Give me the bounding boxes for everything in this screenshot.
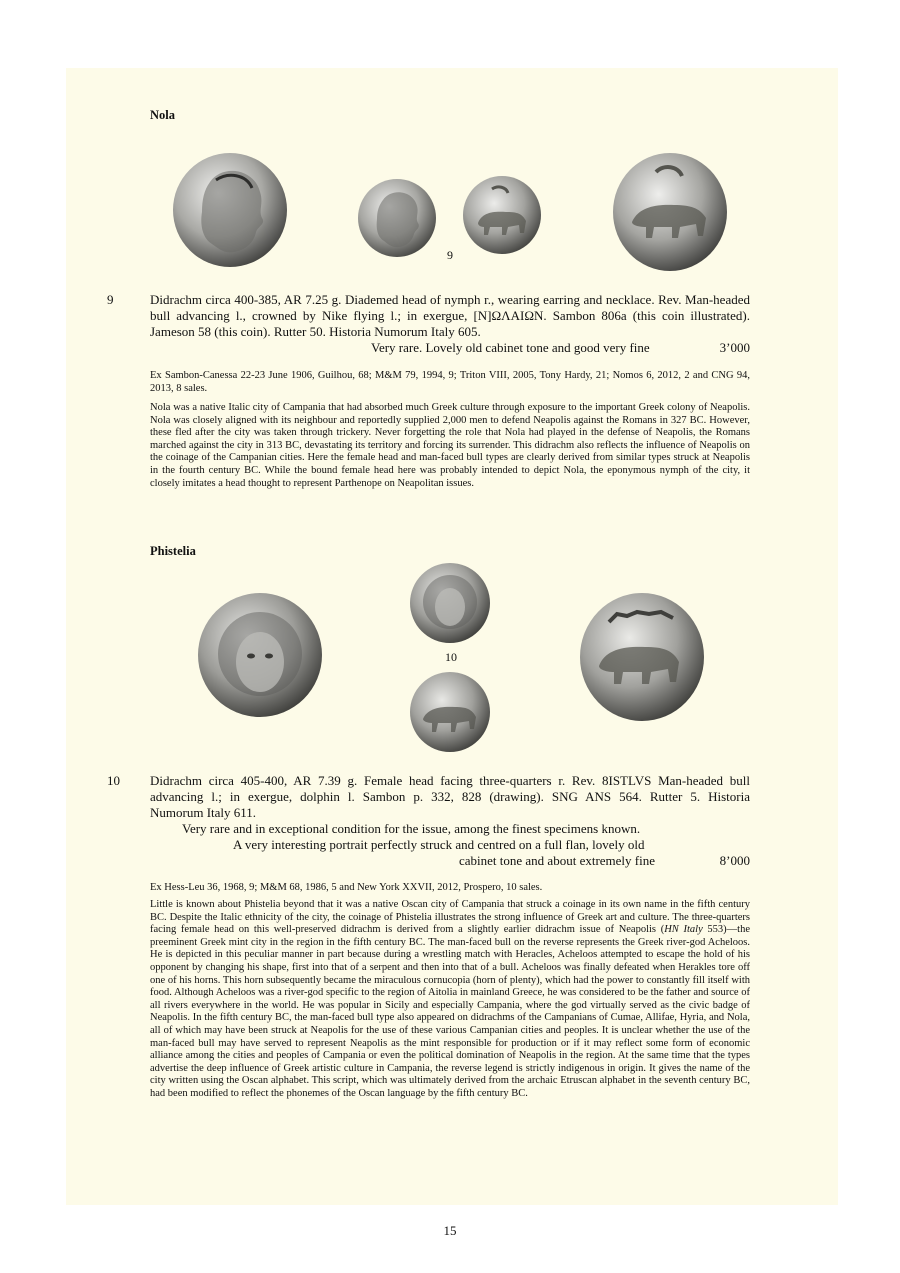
section-title-phistelia: Phistelia <box>150 544 196 558</box>
lot-10-estimate: 8’000 <box>719 853 750 868</box>
lot-10-provenance: Ex Hess-Leu 36, 1968, 9; M&M 68, 1986, 5 and New York XXVII, 2012, Prospero, 10 sales. <box>150 882 543 893</box>
lot-9-estimate: 3’000 <box>719 340 750 355</box>
nola-obverse-image <box>357 178 437 258</box>
page-number: 15 <box>443 1223 457 1238</box>
lot-10-grade-line-2: A very interesting portrait perfectly struck and centred on a full flan, lovely old <box>233 837 645 852</box>
lot-10-description-line-2: advancing l.; in exergue, dolphin l. Sambon p. 332, 828 (drawing). SNG ANS 564. Rutter 5. Historia <box>150 789 750 804</box>
phistelia-image-number: 10 <box>445 650 457 664</box>
phistelia-reverse-image <box>409 671 491 753</box>
lot-9-description: Didrachm circa 400-385, AR 7.25 g. Diademed head of nymph r., wearing earring and necklace. Rev. Man-headed bull advancing l., crowned by Nike flying l.; in exergue, [N]ΩΛΑΙΩΝ. Sambon 806a (this coin illustrated). Jameson 58 (this coin). Rutter 50. Historia Numorum Italy 605. <box>150 292 750 339</box>
lot-9-provenance: Ex Sambon-Canessa 22-23 June 1906, Guilhou, 68; M&M 79, 1994, 9; Triton VIII, 2005, Tony Hardy, 21; Nomos 6, 2012, 2 and CNG 94, 2013, 8 sales. <box>150 370 750 394</box>
phistelia-reverse-enlarged-image <box>579 592 705 722</box>
nola-obverse-enlarged-image <box>172 152 288 268</box>
nola-reverse-enlarged-image <box>612 152 728 272</box>
lot-number-9: 9 <box>107 292 114 307</box>
nola-reverse-image <box>462 175 542 255</box>
lot-10-note-part-1: Little is known about Phistelia beyond that it was a native Oscan city of Campania that struck a coinage in its own name in the fifth century BC. Despite the Italic ethnicity of the city, the coinage of Phistelia illustrates the strong influence of Greek art and culture. The three-quarters facing female head on this well-preserved didrachm is derived from a slightly earlier didrachm issue of Neapolis ( <box>150 899 750 936</box>
lot-10-note-reference: HN Italy <box>664 924 703 936</box>
lot-10-grade-line-1: Very rare and in exceptional condition for the issue, among the finest specimens known. <box>182 821 641 836</box>
phistelia-obverse-enlarged-image <box>197 592 323 718</box>
section-title-nola: Nola <box>150 108 175 122</box>
lot-9-grade: Very rare. Lovely old cabinet tone and good very fine <box>371 340 650 355</box>
lot-10-description-line-1: Didrachm circa 405-400, AR 7.39 g. Female head facing three-quarters r. Rev. 8ISTLVS Man-headed bull <box>150 773 750 788</box>
lot-10-description-line-3: Numorum Italy 611. <box>150 805 257 820</box>
lot-10-grade-line-3: cabinet tone and about extremely fine <box>459 853 656 868</box>
lot-10-note-part-2: 553)—the preeminent Greek mint city in the region in the fifth century BC. The man-faced bull on the reverse represents the Greek river-god Acheloos. He is depicted in this peculiar manner in part because during a wrestling match with Heracles, Acheloos attempted to escape the hold of his opponent by changing his shape, first into that of a serpent and then into that of a bull. Acheloos was finally defeated when Herakles tore off one of his horns. This horn subsequently became the miraculous cornucopia (horn of plenty), which had the power to constantly fill itself with food. Although Acheloos was a river-god specific to the region of Aitolia in mainland Greece, he was considered to be the father and source of all rivers everywhere in the world. He was popular in Sicily and especially Campania, where the god virtually served as the civic badge of Neapolis. In the fifth century BC, the man-faced bull type also appeared on didrachms of the Campanians of Cumae, Allifae, Hyria, and Nola, all of which may have been struck at Neapolis for the use of these various Campanian cities and peoples. It is unclear whether the use of the man-faced bull may have served to represent Neapolis as the mint responsible for production or if it may reflect some form of economic alliance among the cities and peoples of Campania or even the political domination of Neapolis in the region. At the same time that the types advertise the deep influence of Greek artistic culture in Campania, the reverse legend is strictly indigenous in origin. It gives the name of the city written using the Oscan alphabet. This script, which was ultimately derived from the archaic Etruscan alphabet in the seventh century BC, had been modified to reflect the phonemes of the Oscan language by the fifth century BC. <box>150 924 751 1099</box>
phistelia-obverse-image <box>409 562 491 644</box>
lot-number-10: 10 <box>107 773 120 788</box>
lot-10-note <box>150 899 750 1101</box>
lot-9-note: Nola was a native Italic city of Campania that had absorbed much Greek culture through exposure to the important Greek colony of Neapolis. Nola was closely aligned with its neighbour and reportedly supplied 2,000 men to defend Neapolis against the Romans in 327 BC. However, these fled after the city was taken through trickery. Never forgetting the role that Nola had played in the defense of Neapolis, the Romans marched against the city in 313 BC, devastating its territory and forcing its surrender. This didrachm also reflects the influence of Neapolis on the coinage of the Campanian cities. Here the female head and man-faced bull types are clearly derived from similar types struck at Neapolis in the fourth century BC. While the bound female head here was probably intended to depict Nola, the eponymous nymph of the city, it closely imitates a head thought to represent Parthenope on Neapolitan issues. <box>150 402 750 489</box>
nola-image-number: 9 <box>447 248 453 262</box>
